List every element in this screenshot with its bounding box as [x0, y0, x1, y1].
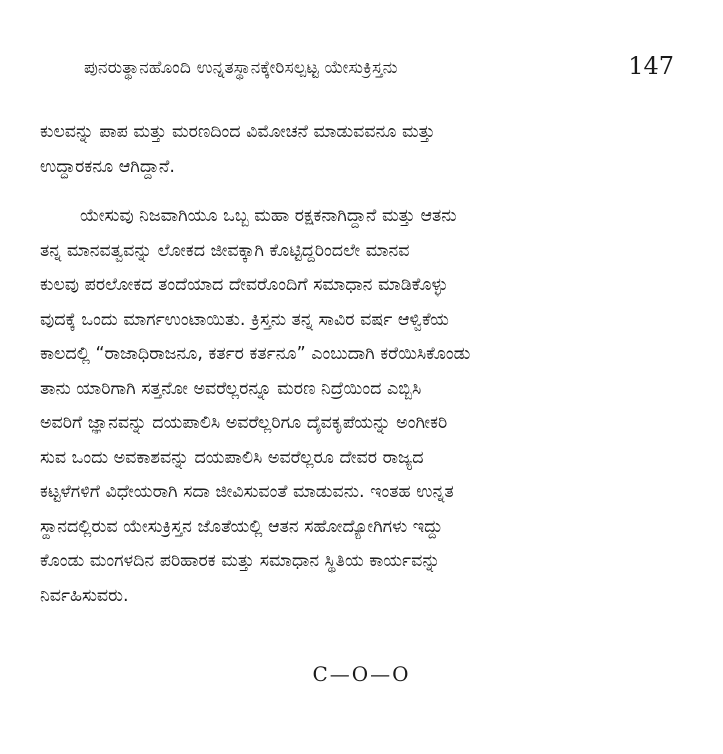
text-line: ನಿರ್ವಹಿಸುವರು.: [40, 586, 129, 606]
text-line: ಕಾಲದಲ್ಲಿ “ರಾಜಾಧಿರಾಜನೂ, ಕರ್ತರ ಕರ್ತನೂ” ಎಂಬುದಾಗಿ ಕರೆಯಿಸಿಕೊಂಡು: [40, 344, 471, 364]
running-title: ಪುನರುತ್ಥಾನಹೊಂದಿ ಉನ್ನತಸ್ಥಾನಕ್ಕೇರಿಸಲ್ಪಟ್ಟ ಯೇಸುಕ್ರಿಸ್ತನು: [84, 58, 398, 78]
text-line: ತನ್ನ ಮಾನವತ್ವವನ್ನು ಲೋಕದ ಜೀವಕ್ಕಾಗಿ ಕೊಟ್ಟಿದ್ದರಿಂದಲೇ ಮಾನವ: [40, 241, 410, 261]
text-line: ಕಟ್ಟಳೆಗಳಿಗೆ ವಿಧೇಯರಾಗಿ ಸದಾ ಜೀವಿಸುವಂತೆ ಮಾಡುವನು. ಇಂತಹ ಉನ್ನತ: [40, 482, 454, 502]
text-line: ಸ್ಥಾನದಲ್ಲಿರುವ ಯೇಸುಕ್ರಿಸ್ತನ ಜೊತೆಯಲ್ಲಿ ಆತನ ಸಹೋದ್ಯೋಗಿಗಳು ಇದ್ದು: [40, 517, 443, 537]
text-line: ತಾನು ಯಾರಿಗಾಗಿ ಸತ್ತನೋ ಅವರೆಲ್ಲರನ್ನೂ ಮರಣ ನಿದ್ರೆಯಿಂದ ಎಬ್ಬಿಸಿ: [40, 379, 422, 399]
text-line: ವುದಕ್ಕೆ ಒಂದು ಮಾರ್ಗಉಂಟಾಯಿತು. ಕ್ರಿಸ್ತನು ತನ್ನ ಸಾವಿರ ವರ್ಷ ಆಳ್ವಿಕೆಯ: [40, 310, 449, 330]
text-line: ಕೊಂಡು ಮಂಗಳದಿನ ಪರಿಹಾರಕ ಮತ್ತು ಸಮಾಧಾನ ಸ್ಥಿತಿಯ ಕಾರ್ಯವನ್ನು: [40, 551, 440, 571]
text-line: ಅವರಿಗೆ ಜ್ಞಾನವನ್ನು ದಯಪಾಲಿಸಿ ಅವರೆಲ್ಲರಿಗೂ ದೈವಕೃಪೆಯನ್ನು ಅಂಗೀಕರಿ: [40, 413, 448, 433]
page-header: [84, 52, 674, 92]
text-line: ಯೇಸುವು ನಿಜವಾಗಿಯೂ ಒಬ್ಬ ಮಹಾ ರಕ್ಷಕನಾಗಿದ್ದಾನೆ ಮತ್ತು ಆತನು: [80, 206, 457, 226]
text-line: ಕುಲವನ್ನು ಪಾಪ ಮತ್ತು ಮರಣದಿಂದ ವಿಮೋಚನೆ ಮಾಡುವವನೂ ಮತ್ತು: [40, 122, 435, 142]
page-number: 147: [628, 52, 674, 80]
text-line: ಕುಲವು ಪರಲೋಕದ ತಂದೆಯಾದ ದೇವರೊಂದಿಗೆ ಸಮಾಧಾನ ಮಾಡಿಕೊಳ್ಳು: [40, 275, 448, 295]
text-line: ಉದ್ಧಾರಕನೂ ಆಗಿದ್ದಾನೆ.: [40, 157, 175, 177]
text-line: ಸುವ ಒಂದು ಅವಕಾಶವನ್ನು ದಯಪಾಲಿಸಿ ಅವರೆಲ್ಲರೂ ದೇವರ ರಾಜ್ಯದ: [40, 448, 424, 468]
section-separator: C—O—O: [312, 662, 411, 686]
